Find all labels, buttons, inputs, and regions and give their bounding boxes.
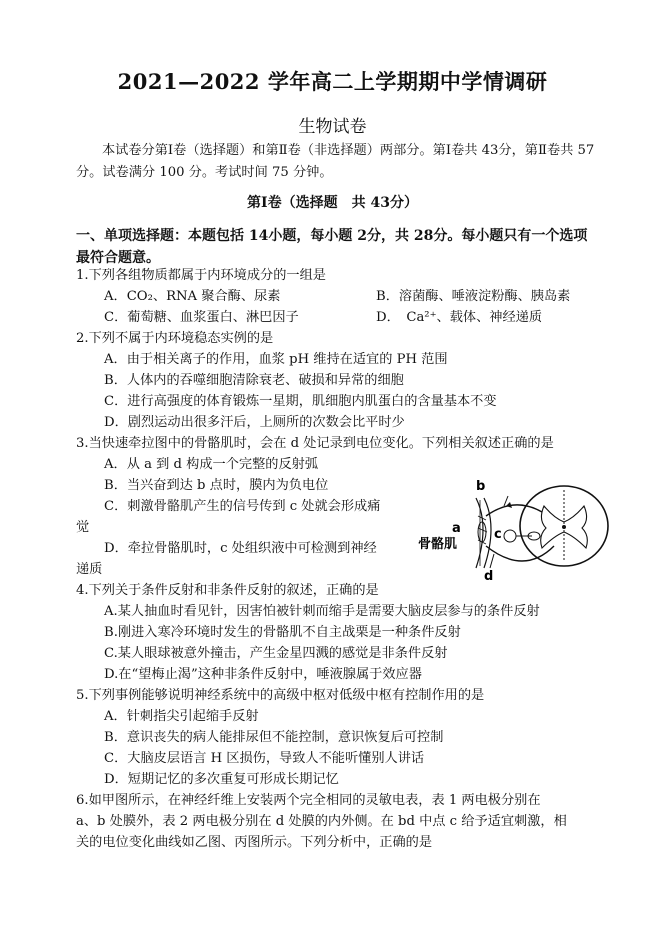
- question-1-option-a: A．CO₂、RNA 聚合酶、尿素: [104, 289, 281, 304]
- exam-title: 2021—2022 学年高二上学期期中学情调研: [117, 69, 548, 94]
- question-3-option-d: D．牵拉骨骼肌时，c 处组织液中可检测到神经: [104, 541, 377, 556]
- question-4-option-b: B.刚进入寒冷环境时发生的骨骼肌不自主战栗是一种条件反射: [104, 625, 461, 640]
- question-5-option-a: A．针刺指尖引起缩手反射: [104, 709, 259, 724]
- question-5-option-b: B．意识丧失的病人能排尿但不能控制，意识恢复后可控制: [104, 730, 444, 745]
- question-3-stem: 3.当快速牵拉图中的骨骼肌时，会在 d 处记录到电位变化。下列相关叙述正确的是: [76, 436, 554, 451]
- question-4-stem: 4.下列关于条件反射和非条件反射的叙述，正确的是: [76, 583, 379, 598]
- question-6-stem: 6.如甲图所示，在神经纤维上安装两个完全相同的灵敏电表，表 1 两电极分别在: [76, 793, 541, 808]
- spinal-cord-icon: [520, 486, 608, 566]
- question-3-option-a: A．从 a 到 d 构成一个完整的反射弧: [104, 457, 319, 472]
- skeletal-muscle-icon: [476, 498, 491, 568]
- question-2-stem: 2.下列不属于内环境稳态实例的是: [76, 331, 274, 346]
- question-2-option-b: B．人体内的吞噬细胞清除衰老、破损和异常的细胞: [104, 373, 404, 388]
- question-5-stem: 5.下列事例能够说明神经系统中的高级中枢对低级中枢有控制作用的是: [76, 688, 485, 703]
- question-3-option-c-wrap: 觉: [76, 520, 90, 535]
- question-3-option-c: C．刺激骨骼肌产生的信号传到 c 处就会形成痛: [104, 499, 381, 514]
- question-1-option-c: C．葡萄糖、血浆蛋白、淋巴因子: [104, 310, 299, 325]
- figure-label-c: c: [494, 527, 502, 542]
- section-title: 第Ⅰ卷（选择题 共 43分）: [247, 195, 418, 211]
- question-2-option-c: C．进行高强度的体育锻炼一星期，肌细胞内肌蛋白的含量基本不变: [104, 394, 497, 409]
- question-3-option-d-wrap: 递质: [76, 562, 103, 577]
- reflex-arc-figure: [414, 476, 614, 588]
- figure-label-a: a: [452, 521, 461, 536]
- question-1-option-b: B．溶菌酶、唾液淀粉酶、胰岛素: [376, 289, 571, 304]
- question-5-option-c: C．大脑皮层语言 H 区损伤，导致人不能听懂别人讲话: [104, 751, 425, 766]
- question-1-stem: 1.下列各组物质都属于内环境成分的一组是: [76, 268, 326, 283]
- question-2-option-d: D．剧烈运动出很多汗后，上厕所的次数会比平时少: [104, 415, 405, 430]
- figure-label-skeletal-muscle: 骨骼肌: [418, 537, 458, 552]
- question-2-option-a: A．由于相关离子的作用，血浆 pH 维持在适宜的 PH 范围: [104, 352, 448, 367]
- question-6-stem-line-2: a、b 处膜外，表 2 两电极分别在 d 处膜的内外侧。在 bd 中点 c 给予适宜刺激，相: [76, 814, 567, 829]
- figure-label-b: b: [476, 479, 486, 494]
- question-1-option-d: D． Ca²⁺、载体、神经递质: [376, 310, 543, 325]
- figure-label-d: d: [484, 569, 494, 584]
- question-4-option-d: D.在“望梅止渴”这种非条件反射中，唾液腺属于效应器: [104, 667, 422, 682]
- question-5-option-d: D．短期记忆的多次重复可形成长期记忆: [104, 772, 339, 787]
- part-heading: 一、单项选择题：本题包括 14小题，每小题 2分，共 28分。每小题只有一个选项最符合题意。: [76, 228, 588, 266]
- question-3-option-b: B．当兴奋到达 b 点时，膜内为负电位: [104, 478, 329, 493]
- question-6-stem-line-3: 关的电位变化曲线如乙图、丙图所示。下列分析中，正确的是: [76, 835, 433, 850]
- exam-subtitle: 生物试卷: [298, 117, 367, 137]
- exam-intro: 本试卷分第Ⅰ卷（选择题）和第Ⅱ卷（非选择题）两部分。第Ⅰ卷共 43分，第Ⅱ卷共 57 分。试卷满分 100 分。考试时间 75 分钟。: [76, 143, 595, 180]
- question-4-option-c: C.某人眼球被意外撞击，产生金星四溅的感觉是非条件反射: [104, 646, 448, 661]
- question-4-option-a: A.某人抽血时看见针，因害怕被针刺而缩手是需要大脑皮层参与的条件反射: [104, 604, 540, 619]
